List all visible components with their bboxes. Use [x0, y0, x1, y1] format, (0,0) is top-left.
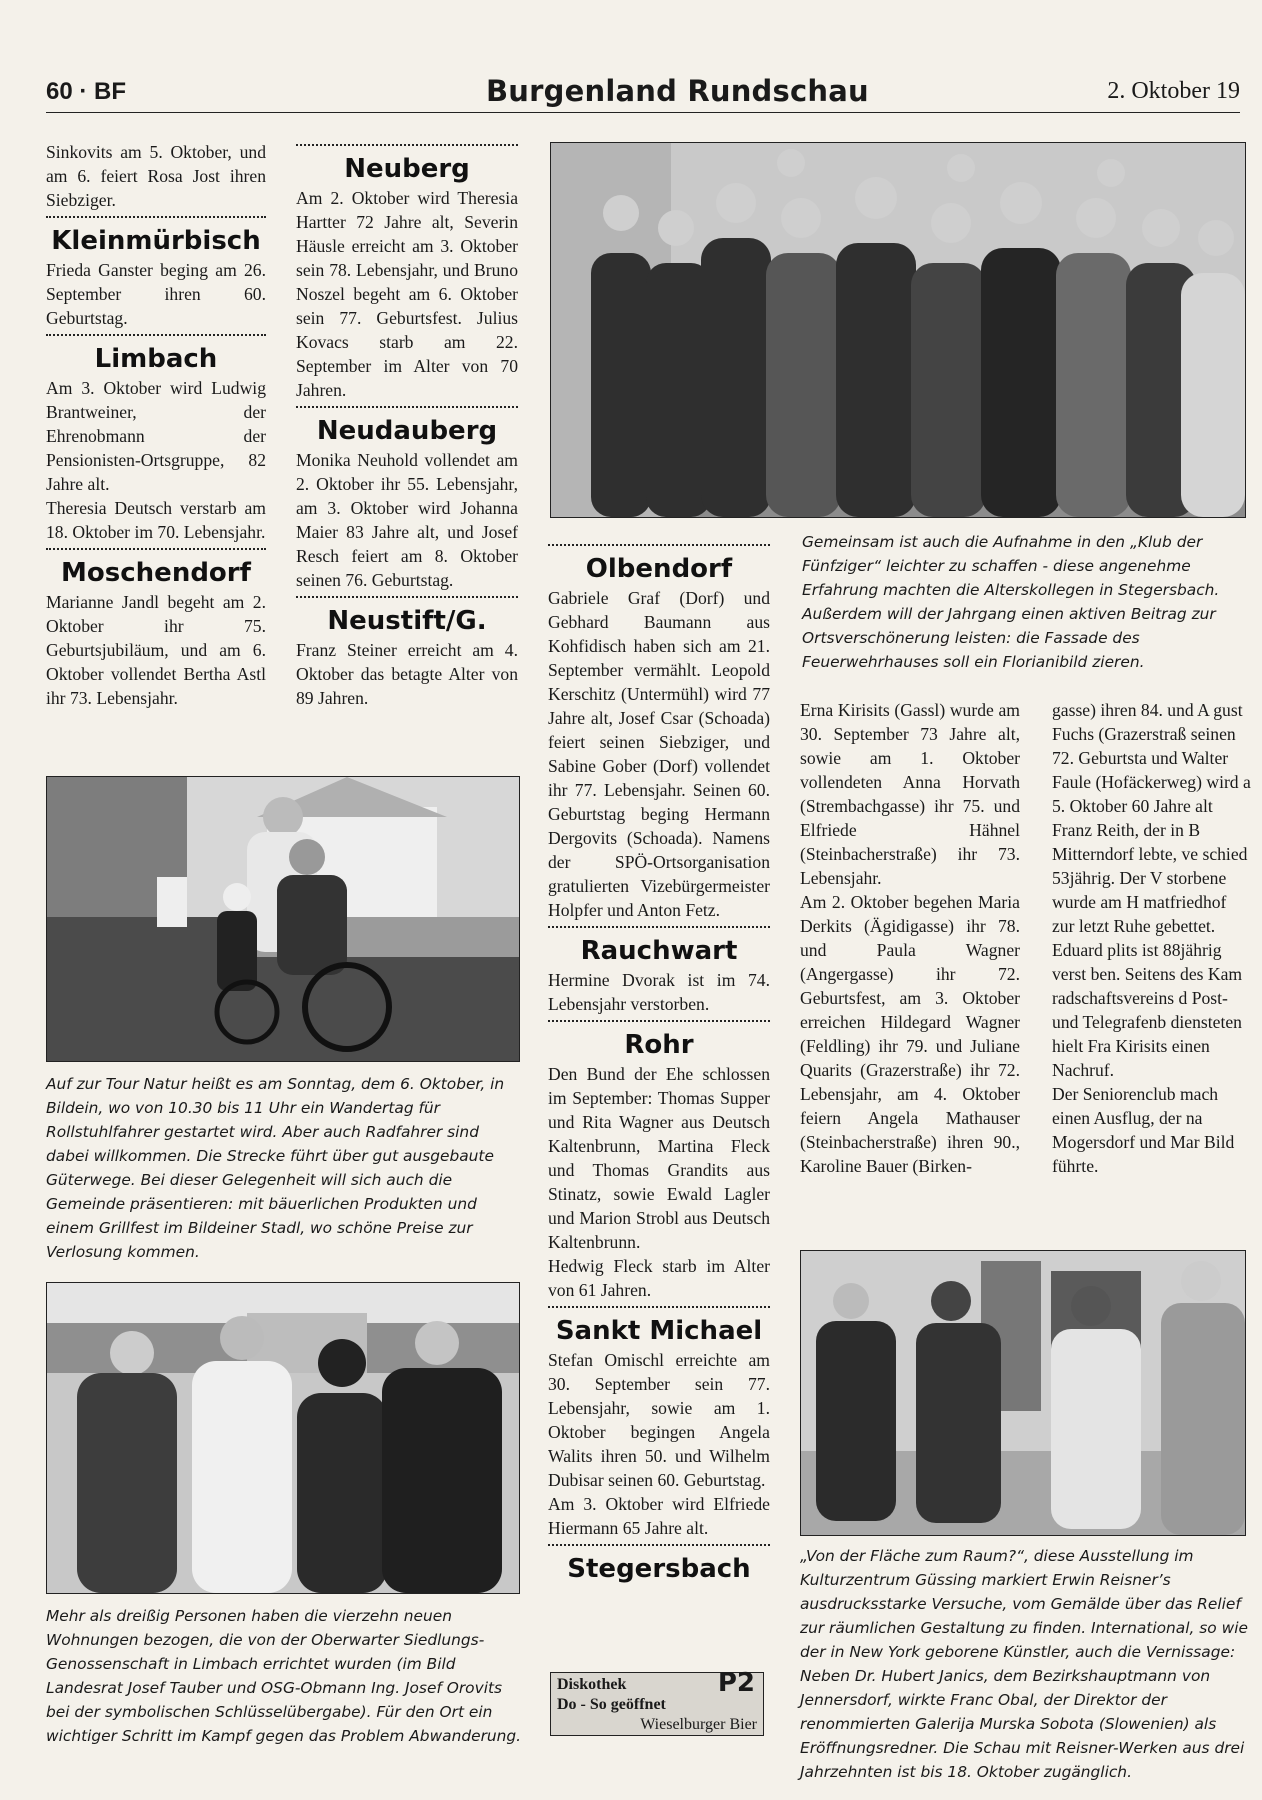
- column-2: [296, 140, 518, 710]
- dotted-divider: [548, 1544, 770, 1546]
- housing-photo: [46, 1282, 520, 1594]
- section-heading: Stegersbach: [567, 1554, 751, 1584]
- article-text: Erna Kirisits (Gassl) wurde am 30. September 73 Jahre alt, sowie am 1. Oktober vollendeten Anna Horvath (Strembachgasse) ihr 75. und Elfriede Hähnel (Steinbacherstraße) ihr 73. Lebensjahr.: [800, 700, 1020, 888]
- ad-logo: P2: [717, 1668, 755, 1698]
- section-heading: Olbendorf: [585, 554, 733, 584]
- article-text: Theresia Deutsch verstarb am 18. Oktober im 70. Lebensjahr.: [46, 498, 266, 542]
- article-text: Am 2. Oktober begehen Maria Derkits (Ägidigasse) ihr 78. und Paula Wagner (Angergasse) ihr 72. Geburtsfest, am 3. Oktober erreichen Hildegard Wagner (Feldling) ihr 79. und Juliane Quarits (Grazerstraße) ihr 72. Lebensjahr, am 4. Oktober feiern Angela Mathauser (Steinbacherstraße) ihren 90., Karoline Bauer (Birken-: [800, 892, 1020, 1176]
- article-text: Den Bund der Ehe schlossen im September: Thomas Supper und Rita Wagner aus Deutsch Kaltenbrunn, Martina Fleck und Thomas Grandits aus Stinatz, sowie Ewald Lagler und Marion Strobl aus Deutsch Kaltenbrunn.: [548, 1064, 770, 1252]
- section-heading: Rohr: [624, 1030, 694, 1060]
- article-text: Stefan Omischl erreichte am 30. September sein 77. Lebensjahr, sowie am 1. Oktober begingen Angela Walits ihren 50. und Wilhelm Dubisar seinen 60. Geburtstag.: [548, 1350, 770, 1490]
- section-heading: Neudauberg: [316, 416, 498, 446]
- group-photo: [550, 142, 1246, 518]
- dotted-divider: [296, 596, 518, 598]
- ad-line: Do - So geöffnet: [557, 1696, 666, 1713]
- article-text: Sinkovits am 5. Oktober, und am 6. feiert Rosa Jost ihren Siebziger.: [46, 142, 266, 210]
- article-text: gasse) ihren 84. und A gust Fuchs (Grazerstraß seinen 72. Geburtsta und Walter Faule (Hofäckerweg) wird a 5. Oktober 60 Jahre alt: [1052, 700, 1251, 816]
- dotted-divider: [46, 216, 266, 218]
- article-text: Frieda Ganster beging am 26. September ihren 60. Geburtstag.: [46, 260, 266, 328]
- section-heading: Rauchwart: [580, 936, 738, 966]
- dotted-divider: [548, 544, 770, 546]
- article-text: Marianne Jandl begeht am 2. Oktober ihr 75. Geburtsjubiläum, und am 6. Oktober vollendet Bertha Astl ihr 73. Lebensjahr.: [46, 592, 266, 708]
- article-text: Am 2. Oktober wird Theresia Hartter 72 Jahre alt, Severin Häusle erreicht am 3. Oktober sein 78. Lebensjahr, und Bruno Noszel begeht am 6. Oktober sein 77. Geburtsfest. Julius Kovacs starb am 22. September im Alter von 70 Jahren.: [296, 188, 518, 400]
- section-heading: Neustift/G.: [327, 606, 487, 636]
- article-text: Am 3. Oktober wird Elfriede Hiermann 65 Jahre alt.: [548, 1494, 770, 1538]
- article-text: Am 3. Oktober wird Ludwig Brantweiner, der Ehrenobmann der Pensionisten-Ortsgruppe, 82 Jahre alt.: [46, 378, 266, 494]
- newspaper-title: Burgenland Rundschau: [486, 74, 869, 108]
- dotted-divider: [296, 406, 518, 408]
- masthead: [46, 74, 1240, 114]
- ad-line: Wieselburger Bier: [640, 1716, 757, 1733]
- housing-photo-caption: Mehr als dreißig Personen haben die vierzehn neuen Wohnungen bezogen, die von der Oberwarter Siedlungs-Genossenschaft in Limbach errichtet wurden (im Bild Landesrat Josef Tauber und OSG-Obmann Ing. Josef Orovits bei der symbolischen Schlüsselübergabe). Für den Ort ein wichtiger Schritt im Kampf gegen das Problem Abwanderung.: [46, 1607, 522, 1745]
- page-number: 60 · BF: [46, 78, 127, 105]
- section-heading: Sankt Michael: [555, 1316, 763, 1346]
- dotted-divider: [296, 144, 518, 146]
- exhibition-photo: [800, 1250, 1246, 1536]
- column-3: [548, 540, 770, 1586]
- column-4: [800, 698, 1020, 1178]
- issue-date: 2. Oktober 19: [1107, 78, 1240, 104]
- section-heading: Kleinmürbisch: [51, 226, 261, 256]
- exhibition-photo-caption: „Von der Fläche zum Raum?“, diese Ausstellung im Kulturzentrum Güssing markiert Erwin Reisner’s ausdrucksstarke Versuche, vom Gemälde über das Relief zur räumlichen Gestaltung zu finden. International, so wie der in New York geborene Künstler, auch die Vernissage: Neben Dr. Hubert Janics, dem Bezirkshauptmann von Jennersdorf, wirkte Franc Obal, der Direktor der renommierten Galerija Murska Sobota (Slowenien) als Eröffnungsredner. Die Schau mit Reisner-Werken aus drei Jahrzehnten ist bis 18. Oktober zugänglich.: [800, 1547, 1248, 1781]
- article-text: Monika Neuhold vollendet am 2. Oktober ihr 55. Lebensjahr, am 3. Oktober wird Johanna Maier 83 Jahre alt, und Josef Resch feiert am 8. Oktober seinen 76. Geburtstag.: [296, 450, 518, 590]
- column-5: [1052, 698, 1252, 1178]
- group-photo-caption: Gemeinsam ist auch die Aufnahme in den „Klub der Fünfziger“ leichter zu schaffen - diese angenehme Erfahrung machten die Alterskollegen in Stegersbach. Außerdem will der Jahrgang einen aktiven Beitrag zur Ortsverschönerung leisten: die Fassade des Feuerwehrhauses soll ein Florianibild zieren.: [802, 533, 1220, 671]
- section-heading: Limbach: [94, 344, 218, 374]
- disco-advertisement: [550, 1668, 764, 1736]
- dotted-divider: [548, 1306, 770, 1308]
- article-text: Gabriele Graf (Dorf) und Gebhard Baumann aus Kohfidisch haben sich am 21. September vermählt. Leopold Kerschitz (Untermühl) wird 77 Jahre alt, Josef Csar (Schoada) feiert seinen Siebziger, und Sabine Gober (Dorf) vollendet ihr 77. Lebensjahr. Seinen 60. Geburtstag beging Hermann Dergovits (Schoada). Namens der SPÖ-Ortsorganisation gratulierten Vizebürgermeister Holpfer und Anton Fetz.: [548, 588, 770, 920]
- article-text: Hermine Dvorak ist im 74. Lebensjahr verstorben.: [548, 970, 770, 1014]
- header-rule: [46, 112, 1240, 113]
- column-1: [46, 140, 266, 710]
- dotted-divider: [46, 548, 266, 550]
- article-text: Franz Steiner erreicht am 4. Oktober das betagte Alter von 89 Jahren.: [296, 640, 518, 708]
- article-text: Franz Reith, der in B Mitterndorf lebte, ve schied 53jährig. Der V storbene wurde am H matfriedhof zur letzt Ruhe gebettet. Eduard plits ist 88jährig verst ben. Seitens des Kam radschaftsvereins d Post- und Telegrafenb diensteten hielt Fra Kirisits einen Nachruf.: [1052, 820, 1248, 1080]
- article-text: Der Seniorenclub mach einen Ausflug, der na Mogersdorf und Mar Bild führte.: [1052, 1084, 1235, 1176]
- dotted-divider: [46, 334, 266, 336]
- section-heading: Neuberg: [344, 154, 470, 184]
- ad-line: Diskothek: [557, 1676, 627, 1693]
- dotted-divider: [548, 926, 770, 928]
- dotted-divider: [548, 1020, 770, 1022]
- article-text: Hedwig Fleck starb im Alter von 61 Jahren.: [548, 1256, 770, 1300]
- wheelchair-photo-caption: Auf zur Tour Natur heißt es am Sonntag, dem 6. Oktober, in Bildein, wo von 10.30 bis 11 Uhr ein Wandertag für Rollstuhlfahrer gestartet wird. Aber auch Radfahrer sind dabei willkommen. Die Strecke führt über gut ausgebaute Güterwege. Bei dieser Gelegenheit will sich auch die Gemeinde präsentieren: mit bäuerlichen Produkten und einem Grillfest im Bildeiner Stadl, wo schöne Preise zur Verlosung kommen.: [46, 1075, 505, 1261]
- section-heading: Moschendorf: [61, 558, 251, 588]
- wheelchair-photo: [46, 776, 520, 1062]
